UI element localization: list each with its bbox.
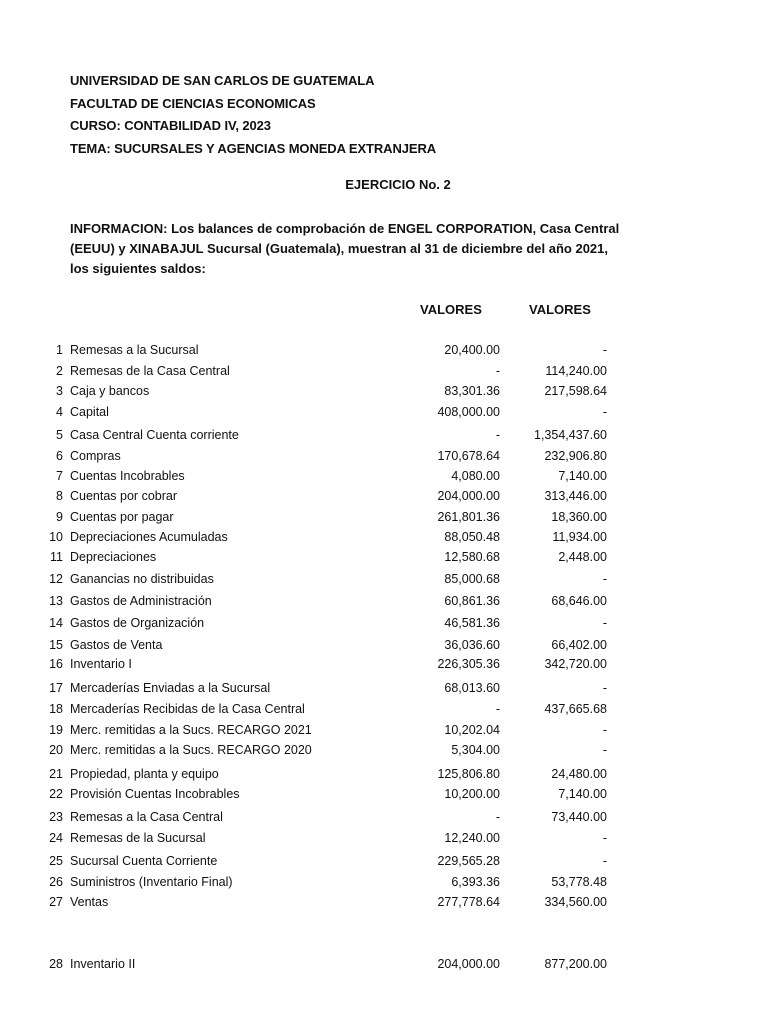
row-number: 19 [49,723,63,737]
table-row [0,741,768,759]
value-column-2: 114,240.00 [545,364,607,378]
value-column-1: 10,202.04 [444,723,500,737]
value-column-1: 170,678.64 [437,449,500,463]
value-column-2: 2,448.00 [558,550,607,564]
value-column-2: 232,906.80 [544,449,607,463]
value-column-1: 226,305.36 [437,657,500,671]
value-column-1: 12,240.00 [444,831,500,845]
table-row [0,614,768,632]
row-number: 6 [56,449,63,463]
row-number: 16 [49,657,63,671]
value-column-2: 7,140.00 [558,469,607,483]
row-number: 5 [56,428,63,442]
value-column-1: 83,301.36 [444,384,500,398]
table-row [0,382,768,400]
value-column-1: 5,304.00 [451,743,500,757]
table-row [0,893,768,911]
account-name: Cuentas Incobrables [70,469,185,483]
row-number: 1 [56,343,63,357]
account-name: Capital [70,405,109,419]
value-column-2: 68,646.00 [551,594,607,608]
account-name: Merc. remitidas a la Sucs. RECARGO 2020 [70,743,312,757]
value-column-1: 125,806.80 [437,767,500,781]
value-column-1: 204,000.00 [437,957,500,971]
value-column-2: 334,560.00 [544,895,607,909]
value-column-2: - [602,854,607,868]
account-name: Propiedad, planta y equipo [70,767,219,781]
table-row [0,528,768,546]
table-row [0,570,768,588]
exercise-title: EJERCICIO No. 2 [345,177,451,192]
table-row [0,403,768,421]
value-column-1: 36,036.60 [444,638,500,652]
row-number: 7 [56,469,63,483]
account-name: Inventario I [70,657,132,671]
row-number: 15 [49,638,63,652]
value-column-1: 408,000.00 [437,405,500,419]
row-number: 20 [49,743,63,757]
account-name: Compras [70,449,121,463]
value-column-2: 73,440.00 [551,810,607,824]
account-name: Sucursal Cuenta Corriente [70,854,218,868]
value-column-1: 204,000.00 [437,489,500,503]
value-column-2: - [602,405,607,419]
row-number: 10 [49,530,63,544]
value-column-1: 261,801.36 [437,510,500,524]
value-column-1: - [495,364,500,378]
value-column-1: - [495,702,500,716]
value-column-2: 1,354,437.60 [534,428,607,442]
account-name: Mercaderías Recibidas de la Casa Central [70,702,305,716]
table-row [0,426,768,444]
value-column-2: 217,598.64 [544,384,607,398]
account-name: Ganancias no distribuidas [70,572,214,586]
value-column-2: 7,140.00 [558,787,607,801]
account-name: Ventas [70,895,109,909]
information-paragraph: INFORMACION: Los balances de comprobación de ENGEL CORPORATION, Casa Central (EEUU) y XINABAJUL Sucursal (Guatemala), muestran al 31 de diciembre del año 2021, los siguientes saldos: [70,221,620,276]
value-column-2: - [602,831,607,845]
value-column-2: - [602,743,607,757]
account-name: Remesas a la Sucursal [70,343,199,357]
value-column-1: 10,200.00 [444,787,500,801]
table-row [0,447,768,465]
row-number: 26 [49,875,63,889]
row-number: 12 [49,572,63,586]
row-number: 2 [56,364,63,378]
table-row [0,808,768,826]
table-row [0,362,768,380]
table-row [0,785,768,803]
row-number: 25 [49,854,63,868]
account-name: Casa Central Cuenta corriente [70,428,239,442]
table-row [0,655,768,673]
table-row [0,508,768,526]
table-row [0,955,768,973]
value-column-2: 66,402.00 [551,638,607,652]
account-name: Cuentas por cobrar [70,489,178,503]
account-name: Gastos de Administración [70,594,212,608]
account-name: Gastos de Venta [70,638,163,652]
table-row [0,700,768,718]
row-number: 11 [50,550,63,564]
faculty-name: FACULTAD DE CIENCIAS ECONOMICAS [70,96,316,111]
row-number: 14 [49,616,63,630]
table-row [0,548,768,566]
account-name: Caja y bancos [70,384,150,398]
value-column-2: 53,778.48 [551,875,607,889]
account-name: Merc. remitidas a la Sucs. RECARGO 2021 [70,723,312,737]
value-column-2: - [602,681,607,695]
university-name: UNIVERSIDAD DE SAN CARLOS DE GUATEMALA [70,73,375,88]
row-number: 9 [56,510,63,524]
table-row [0,487,768,505]
table-row [0,636,768,654]
value-column-2: - [602,616,607,630]
account-name: Remesas a la Casa Central [70,810,223,824]
account-name: Cuentas por pagar [70,510,174,524]
table-row [0,592,768,610]
value-column-1: 4,080.00 [451,469,500,483]
row-number: 28 [49,957,63,971]
value-column-1: 46,581.36 [444,616,500,630]
row-number: 24 [49,831,63,845]
row-number: 3 [56,384,63,398]
table-row [0,679,768,697]
course-line: CURSO: CONTABILIDAD IV, 2023 [70,118,271,133]
table-row [0,721,768,739]
value-column-2: 877,200.00 [544,957,607,971]
column-header-values-1: VALORES [420,302,482,317]
account-name: Provisión Cuentas Incobrables [70,787,240,801]
value-column-2: 11,934.00 [552,530,607,544]
value-column-2: 18,360.00 [551,510,607,524]
value-column-1: 6,393.36 [451,875,500,889]
value-column-1: 229,565.28 [437,854,500,868]
table-row [0,852,768,870]
column-header-values-2: VALORES [529,302,591,317]
account-name: Depreciaciones [70,550,157,564]
table-row [0,765,768,783]
table-row [0,873,768,891]
account-name: Depreciaciones Acumuladas [70,530,228,544]
row-number: 17 [49,681,63,695]
account-name: Remesas de la Sucursal [70,831,206,845]
value-column-1: 20,400.00 [444,343,500,357]
account-name: Remesas de la Casa Central [70,364,230,378]
account-name: Mercaderías Enviadas a la Sucursal [70,681,271,695]
value-column-1: 68,013.60 [444,681,500,695]
row-number: 13 [49,594,63,608]
value-column-2: 24,480.00 [551,767,607,781]
value-column-2: - [602,343,607,357]
value-column-1: - [495,810,500,824]
row-number: 23 [49,810,63,824]
row-number: 18 [49,702,63,716]
value-column-2: - [602,572,607,586]
account-name: Gastos de Organización [70,616,205,630]
value-column-1: 12,580.68 [444,550,500,564]
account-name: Inventario II [70,957,136,971]
value-column-1: 85,000.68 [444,572,500,586]
value-column-2: 342,720.00 [544,657,607,671]
value-column-1: 60,861.36 [444,594,500,608]
table-row [0,341,768,359]
value-column-2: 313,446.00 [544,489,607,503]
value-column-2: - [602,723,607,737]
table-row [0,467,768,485]
value-column-1: 277,778.64 [437,895,500,909]
topic-line: TEMA: SUCURSALES Y AGENCIAS MONEDA EXTRANJERA [70,141,437,156]
value-column-1: 88,050.48 [444,530,500,544]
row-number: 22 [49,787,63,801]
value-column-2: 437,665.68 [544,702,607,716]
table-row [0,829,768,847]
row-number: 4 [56,405,63,419]
value-column-1: - [495,428,500,442]
row-number: 27 [49,895,63,909]
account-name: Suministros (Inventario Final) [70,875,233,889]
row-number: 21 [49,767,63,781]
row-number: 8 [56,489,63,503]
